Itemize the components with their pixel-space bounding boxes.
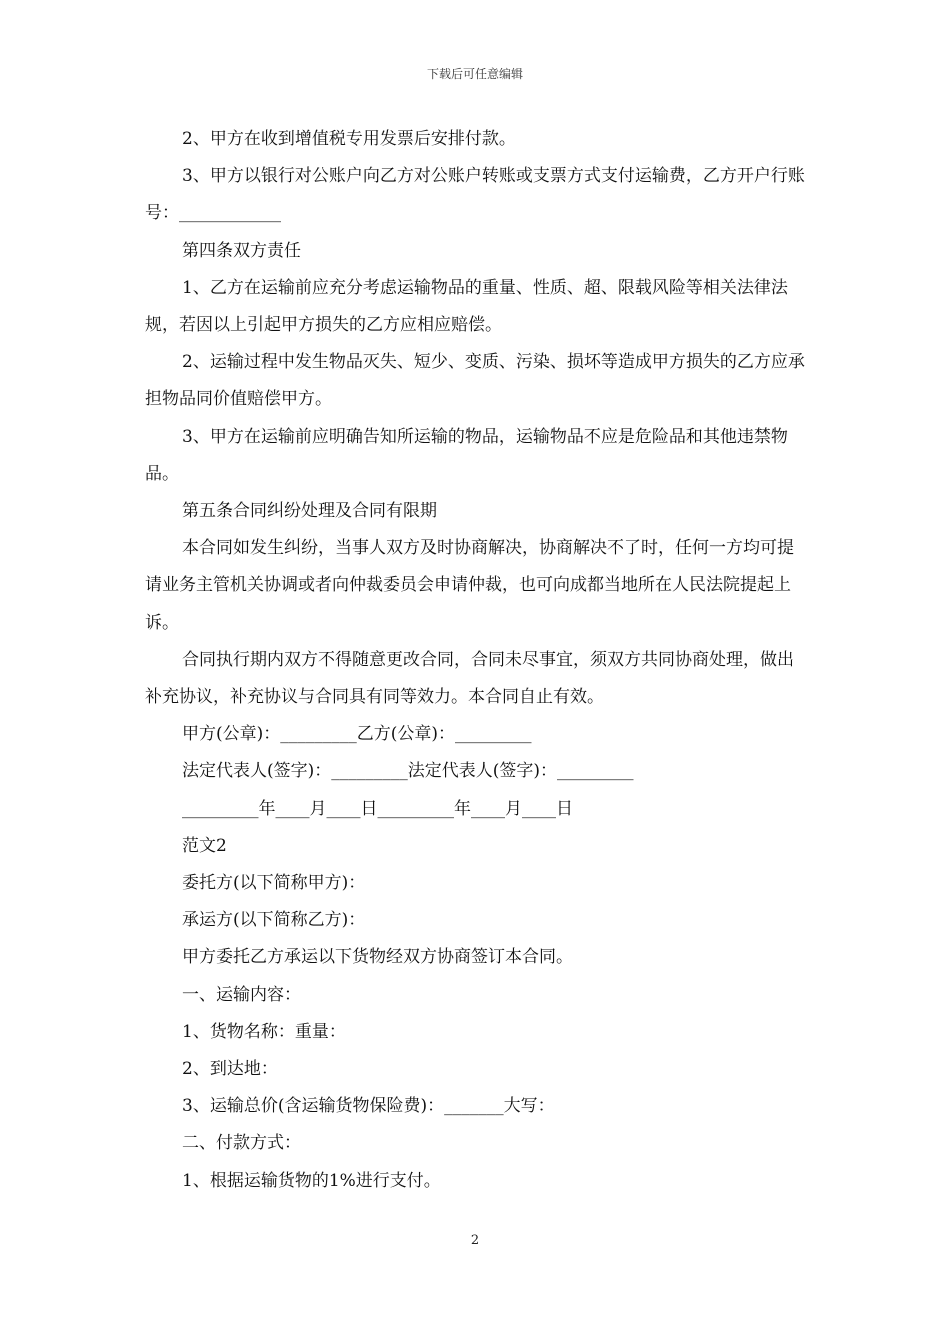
section-heading: 第五条合同纠纷处理及合同有限期 bbox=[182, 501, 437, 522]
signature-line-seal: 甲方(公章)：_________乙方(公章)：_________ bbox=[182, 724, 532, 745]
section-heading: 第四条双方责任 bbox=[182, 240, 301, 261]
paragraph: 2、甲方在收到增值税专用发票后安排付款。 bbox=[182, 129, 516, 149]
paragraph: 委托方(以下简称甲方)： bbox=[182, 873, 366, 894]
paragraph: 3、甲方在运输前应明确告知所运输的物品，运输物品不应是危险品和其他违禁物品。 bbox=[145, 426, 788, 484]
paragraph: 3、甲方以银行对公账户向乙方对公账户转账或支票方式支付运输费，乙方开户行账号：____________ bbox=[145, 166, 805, 224]
section-heading: 二、付款方式： bbox=[182, 1133, 301, 1154]
paragraph: 承运方(以下简称乙方)： bbox=[182, 910, 366, 931]
paragraph: 合同执行期内双方不得随意更改合同，合同未尽事宜，须双方共同协商处理，做出补充协议，补充协议与合同具有同等效力。本合同自止有效。 bbox=[145, 649, 794, 708]
signature-line-date: _________年____月____日_________年____月____日 bbox=[182, 798, 573, 819]
paragraph: 1、乙方在运输前应充分考虑运输物品的重量、性质、超、限载风险等相关法律法规，若因以上引起甲方损失的乙方应相应赔偿。 bbox=[145, 277, 788, 336]
paragraph: 本合同如发生纠纷，当事人双方及时协商解决，协商解决不了时，任何一方均可提请业务主管机关协调或者向仲裁委员会申请仲裁，也可向成都当地所在人民法院提起上诉。 bbox=[145, 538, 794, 633]
paragraph: 2、运输过程中发生物品灭失、短少、变质、污染、损坏等造成甲方损失的乙方应承担物品同价值赔偿甲方。 bbox=[145, 352, 805, 410]
paragraph: 1、货物名称：重量： bbox=[182, 1021, 346, 1042]
paragraph: 1、根据运输货物的1%进行支付。 bbox=[182, 1170, 441, 1191]
section-heading: 一、运输内容： bbox=[182, 984, 301, 1005]
section-heading: 范文2 bbox=[182, 835, 227, 856]
paragraph: 甲方委托乙方承运以下货物经双方协商签订本合同。 bbox=[182, 947, 573, 968]
paragraph: 2、到达地： bbox=[182, 1059, 278, 1080]
signature-line-representative: 法定代表人(签字)：_________法定代表人(签字)：_________ bbox=[182, 761, 634, 782]
paragraph: 3、运输总价(含运输货物保险费)：_______大写： bbox=[182, 1096, 555, 1117]
document-body bbox=[145, 121, 810, 1200]
page-header: 下载后可任意编辑 bbox=[426, 67, 523, 81]
page-number: 2 bbox=[470, 1233, 480, 1248]
